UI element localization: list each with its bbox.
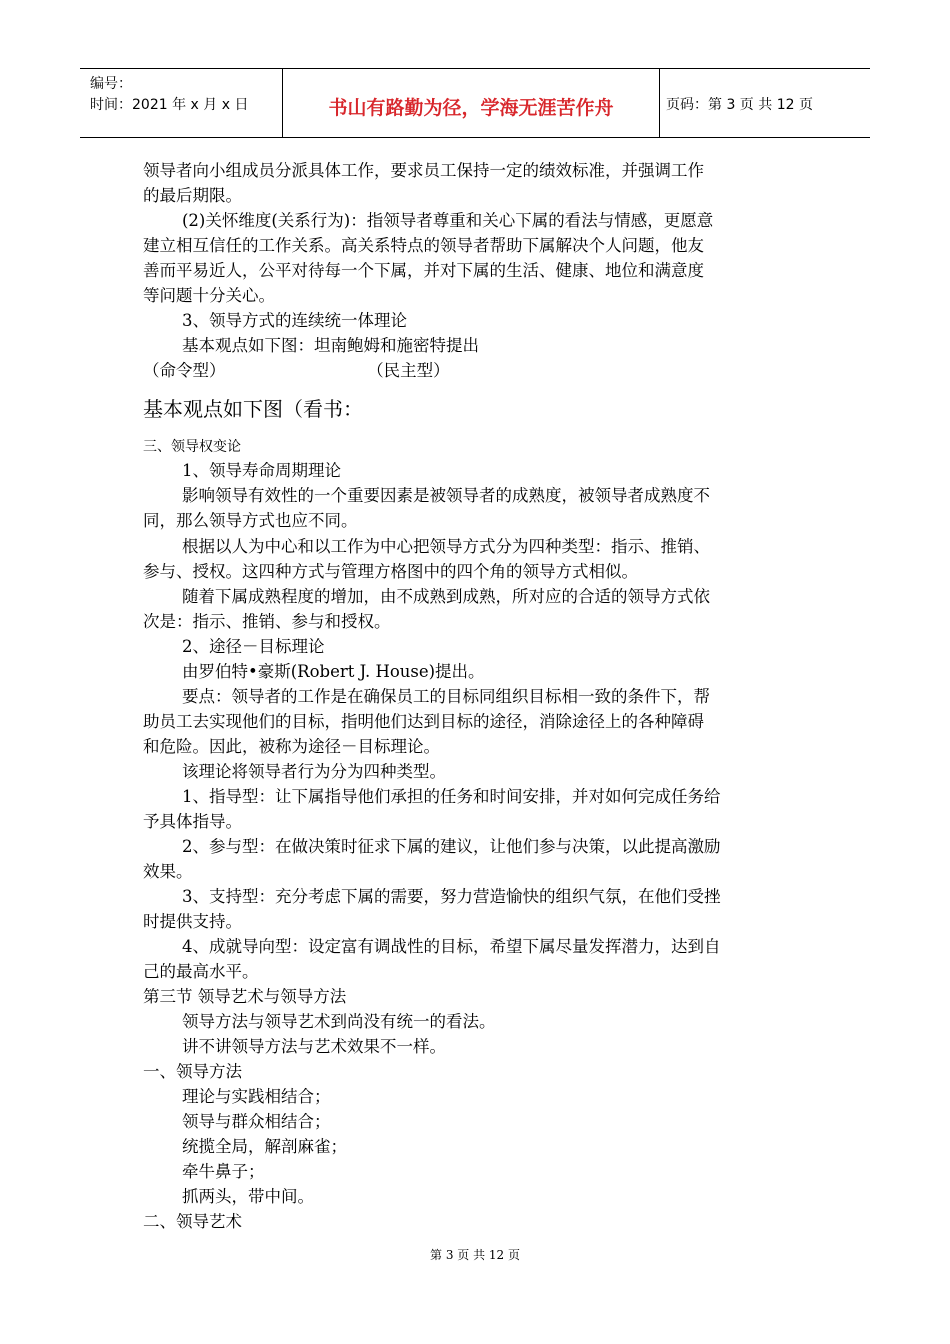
motto: 书山有路勤为径，学海无涯苦作舟 (328, 97, 614, 119)
body-line: 参与、授权。这四种方式与管理方格图中的四个角的领导方式相似。 (143, 562, 638, 581)
list-item: 理论与实践相结合； (182, 1087, 331, 1106)
body-line: 1、指导型：让下属指导他们承担的任务和时间安排，并对如何完成任务给 (182, 787, 721, 806)
body-line: 4、成就导向型：设定富有调战性的目标，希望下属尽量发挥潜力，达到自 (182, 937, 721, 956)
body-line: 建立相互信任的工作关系。高关系特点的领导者帮助下属解决个人问题，他友 (143, 236, 704, 255)
body-line: 的最后期限。 (143, 186, 242, 205)
header-page-cell (660, 69, 870, 137)
figure-labels: （命令型） （民主型） (143, 361, 450, 380)
section-heading: 第三节 领导艺术与领导方法 (143, 987, 347, 1006)
body-line: 领导方法与领导艺术到尚没有统一的看法。 (182, 1012, 496, 1031)
body-line: 3、支持型：充分考虑下属的需要，努力营造愉快的组织气氛，在他们受挫 (182, 887, 721, 906)
page-header (80, 68, 870, 138)
body-line: 同，那么领导方式也应不同。 (143, 511, 358, 530)
body-line: 助员工去实现他们的目标，指明他们达到目标的途径，消除途径上的各种障碍 (143, 712, 704, 731)
section-heading: 3、领导方式的连续统一体理论 (182, 311, 407, 330)
body-line: 效果。 (143, 862, 193, 881)
list-item: 统揽全局，解剖麻雀； (182, 1137, 347, 1156)
body-line: 等问题十分关心。 (143, 286, 275, 305)
body-line: 由罗伯特•豪斯(Robert J. House)提出。 (182, 662, 485, 681)
body-line: 次是：指示、推销、参与和授权。 (143, 612, 391, 631)
number-label: 编号： (90, 76, 132, 92)
section-heading: 二、领导艺术 (143, 1212, 242, 1231)
section-heading: 1、领导寿命周期理论 (182, 461, 341, 480)
body-line: 己的最高水平。 (143, 962, 259, 981)
section-heading: 2、途径－目标理论 (182, 637, 325, 656)
body-line: 影响领导有效性的一个重要因素是被领导者的成熟度，被领导者成熟度不 (182, 486, 710, 505)
section-heading: 三、领导权变论 (143, 439, 241, 455)
body-line: 该理论将领导者行为分为四种类型。 (182, 762, 446, 781)
page-footer: 第 3 页 共 12 页 (430, 1248, 520, 1262)
body-line: 予具体指导。 (143, 812, 242, 831)
list-item: 抓两头，带中间。 (182, 1187, 314, 1206)
body-line: 善而平易近人，公平对待每一个下属，并对下属的生活、健康、地位和满意度 (143, 261, 704, 280)
body-line: (2)关怀维度(关系行为)：指领导者尊重和关心下属的看法与情感，更愿意 (182, 211, 714, 230)
body-line: 基本观点如下图：坦南鲍姆和施密特提出 (182, 336, 479, 355)
list-item: 领导与群众相结合； (182, 1112, 331, 1131)
time-label: 时间：2021 年 x 月 x 日 (90, 97, 249, 113)
body-line: 要点：领导者的工作是在确保员工的目标同组织目标相一致的条件下，帮 (182, 687, 710, 706)
body-line: 2、参与型：在做决策时征求下属的建议，让他们参与决策，以此提高激励 (182, 837, 721, 856)
body-line: 根据以人为中心和以工作为中心把领导方式分为四种类型：指示、推销、 (182, 537, 710, 556)
header-motto-cell (283, 69, 660, 137)
section-heading: 一、领导方法 (143, 1062, 242, 1081)
body-line: 随着下属成熟程度的增加，由不成熟到成熟，所对应的合适的领导方式依 (182, 587, 710, 606)
list-item: 牵牛鼻子； (182, 1162, 265, 1181)
large-caption: 基本观点如下图（看书： (143, 397, 363, 421)
page-label: 页码：第 3 页 共 12 页 (666, 97, 813, 113)
body-line: 和危险。因此，被称为途径－目标理论。 (143, 737, 440, 756)
body-line: 时提供支持。 (143, 912, 242, 931)
header-info-cell (80, 69, 283, 137)
body-line: 领导者向小组成员分派具体工作，要求员工保持一定的绩效标准，并强调工作 (143, 161, 704, 180)
body-line: 讲不讲领导方法与艺术效果不一样。 (182, 1037, 446, 1056)
